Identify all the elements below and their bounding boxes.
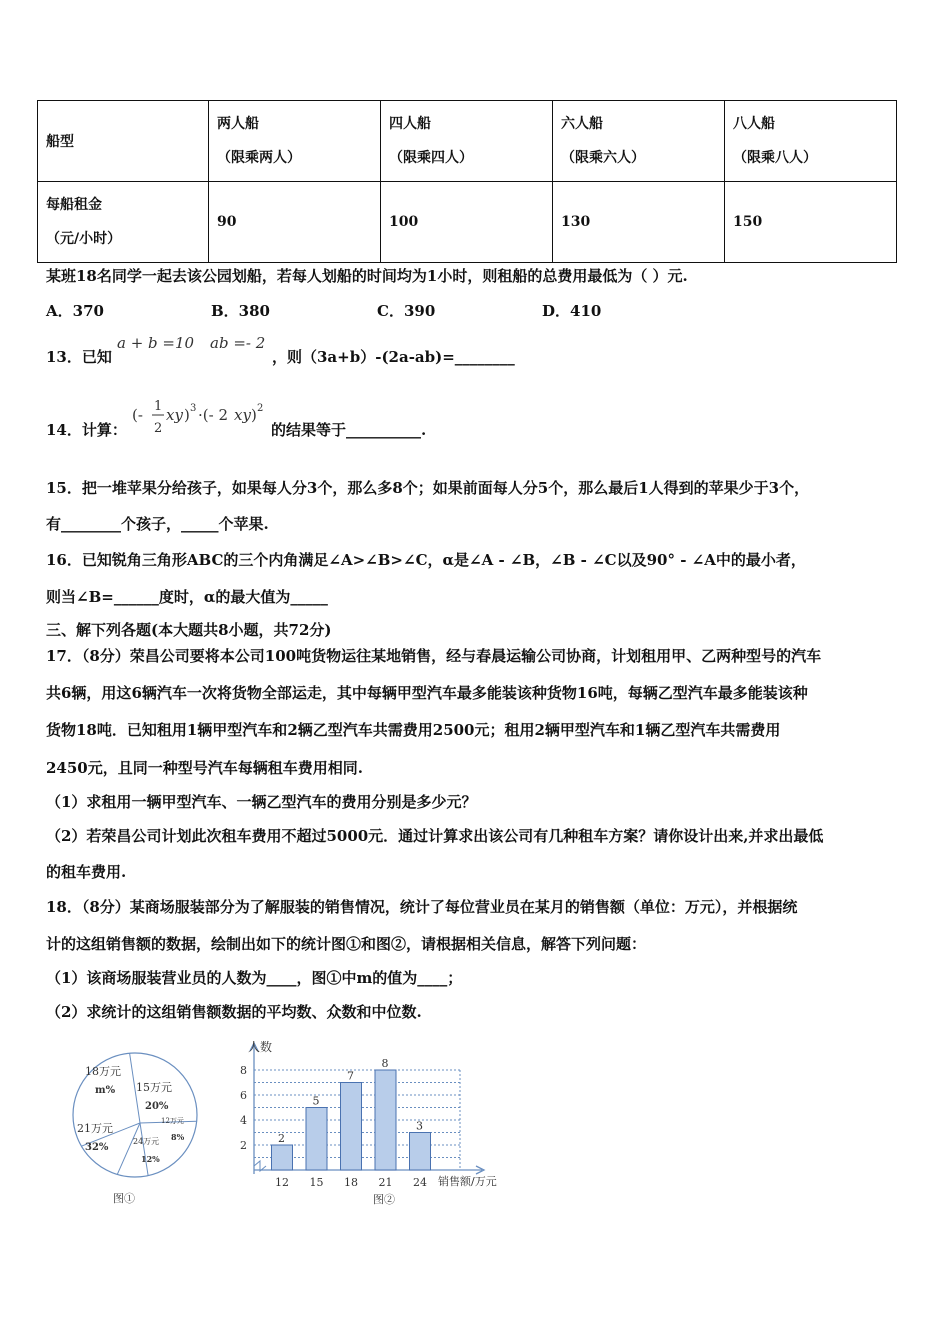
bar-12 — [272, 1145, 293, 1170]
boat-rental-table — [37, 100, 897, 263]
svg-text:1: 1 — [154, 399, 163, 414]
bar-x-tick-label: 12 — [275, 1176, 289, 1189]
svg-text:xy: xy — [234, 406, 251, 424]
q12-option-b: B．380 — [211, 302, 270, 320]
q17-line2: 共6辆，用这6辆汽车一次将货物全部运走，其中每辆甲型汽车最多能装该种货物16吨，每辆乙型汽车最多能装该种 — [46, 684, 808, 702]
bar-title: 图② — [373, 1193, 395, 1206]
q16-line1: 16．已知锐角三角形ABC的三个内角满足∠A>∠B>∠C，α是∠A - ∠B，∠B - ∠C以及90° - ∠A中的最小者， — [46, 551, 806, 569]
boat-type-cell: 两人船 （限乘两人） — [209, 101, 381, 182]
q14-suffix: 的结果等于__________. — [271, 421, 427, 439]
bar-value-label: 2 — [278, 1132, 285, 1145]
q18-line2: 计的这组销售额的数据，绘制出如下的统计图①和图②，请根据相关信息，解答下列问题： — [46, 935, 647, 953]
bar-18 — [341, 1083, 362, 1171]
q13-expr1: a + b =10 — [117, 334, 195, 352]
q18-sub2: （2）求统计的这组销售额数据的平均数、众数和中位数. — [46, 1003, 422, 1021]
svg-text:xy: xy — [166, 406, 183, 424]
bar-y-tick-label: 6 — [240, 1089, 247, 1102]
q15-line2: 有________个孩子，_____个苹果. — [46, 515, 269, 533]
q15-line1: 15．把一堆苹果分给孩子，如果每人分3个，那么多8个；如果前面每人分5个，那么最后1人得到的苹果少于3个， — [46, 479, 810, 497]
bar-ylabel: 人数 — [248, 1040, 273, 1054]
bar-x-tick-label: 24 — [413, 1176, 427, 1189]
bar-x-tick-label: 18 — [344, 1176, 358, 1189]
boat-type-cell: 四人船 （限乘四人） — [381, 101, 553, 182]
section-3-heading: 三、解下列各题(本大题共8小题，共72分) — [46, 621, 332, 639]
pie-label-12: 12万元 — [161, 1117, 184, 1125]
bar-x-tick-label: 21 — [378, 1176, 393, 1189]
q17-line1: 17．（8分）荣昌公司要将本公司100吨货物运往某地销售，经与春晨运输公司协商，计划租用甲、乙两种型号的汽车 — [46, 647, 822, 665]
pie-label-18: 18万元 — [85, 1065, 121, 1078]
q13-prefix: 13．已知 — [46, 348, 112, 366]
pie-label-15: 15万元 — [136, 1081, 172, 1094]
q18-line1: 18．（8分）某商场服装部分为了解服装的销售情况，统计了每位营业员在某月的销售额（单位：万元），并根据统 — [46, 898, 798, 916]
q18-sub1: （1）该商场服装营业员的人数为____，图①中m的值为____； — [46, 969, 463, 987]
bar-chart — [220, 1035, 515, 1213]
svg-text:·(- 2: ·(- 2 — [198, 406, 228, 424]
bar-24 — [410, 1133, 431, 1171]
bar-value-label: 7 — [347, 1069, 354, 1083]
pie-value-15: 20% — [145, 1101, 169, 1112]
svg-text:3: 3 — [190, 403, 197, 414]
bar-value-label: 3 — [416, 1119, 423, 1133]
q13-suffix: ，则（3a+b）-(2a-ab)=________ — [272, 348, 515, 366]
svg-text:2: 2 — [257, 403, 264, 414]
svg-text:(-: (- — [132, 406, 143, 424]
bar-21 — [375, 1070, 396, 1170]
price-cell: 90 — [209, 182, 381, 263]
q17-sub2a: （2）若荣昌公司计划此次租车费用不超过5000元．通过计算求出该公司有几种租车方案？请你设计出来,并求出最低 — [46, 827, 824, 845]
boat-type-cell: 六人船 （限乘六人） — [553, 101, 725, 182]
bar-y-tick-label: 4 — [240, 1114, 247, 1127]
bar-value-label: 5 — [312, 1094, 320, 1108]
bar-y-tick-label: 2 — [240, 1139, 247, 1152]
pie-label-21: 21万元 — [77, 1122, 113, 1135]
pie-value-21: 32% — [85, 1142, 109, 1153]
svg-text:2: 2 — [154, 421, 163, 436]
q14-prefix: 14．计算： — [46, 421, 127, 439]
pie-value-12: 8% — [171, 1132, 185, 1142]
header-label-cell: 船型 — [38, 101, 209, 182]
q17-sub1: （1）求租用一辆甲型汽车、一辆乙型汽车的费用分别是多少元？ — [46, 793, 477, 811]
pie-value-18: m% — [95, 1085, 116, 1096]
svg-text:): ) — [251, 406, 257, 424]
pie-title: 图① — [113, 1192, 135, 1205]
q13-expr2: ab =- 2 — [210, 334, 266, 352]
bar-15 — [306, 1108, 327, 1171]
q16-line2: 则当∠B=______度时，α的最大值为_____ — [46, 588, 328, 606]
svg-text:): ) — [184, 406, 190, 424]
q12-option-a: A．370 — [46, 302, 104, 320]
bar-value-label: 8 — [381, 1057, 389, 1070]
price-cell: 150 — [725, 182, 897, 263]
pie-slice-boundary — [140, 1123, 148, 1176]
pie-chart — [55, 1040, 215, 1210]
q14-formula — [130, 394, 270, 440]
bar-x-tick-label: 15 — [309, 1176, 324, 1189]
bar-xlabel: 销售额/万元 — [438, 1175, 497, 1188]
price-cell: 130 — [553, 182, 725, 263]
rent-label-cell: 每船租金 （元/小时） — [38, 182, 209, 263]
boat-type-cell: 八人船 （限乘八人） — [725, 101, 897, 182]
bar-y-tick-label: 8 — [240, 1064, 247, 1077]
q12-option-c: C．390 — [377, 302, 436, 320]
q12-option-d: D．410 — [542, 302, 602, 320]
price-cell: 100 — [381, 182, 553, 263]
pie-label-24: 24万元 — [133, 1137, 160, 1146]
q17-line4: 2450元，且同一种型号汽车每辆租车费用相同. — [46, 759, 363, 777]
q17-line3: 货物18吨．已知租用1辆甲型汽车和2辆乙型汽车共需费用2500元；租用2辆甲型汽车和1辆乙型汽车共需费用 — [46, 721, 781, 739]
q12-stem: 某班18名同学一起去该公园划船，若每人划船的时间均为1小时，则租船的总费用最低为（ ）元. — [46, 267, 688, 285]
pie-value-24: 12% — [141, 1154, 160, 1164]
bar-ticks — [240, 1057, 427, 1189]
q17-sub2b: 的租车费用. — [46, 863, 127, 881]
